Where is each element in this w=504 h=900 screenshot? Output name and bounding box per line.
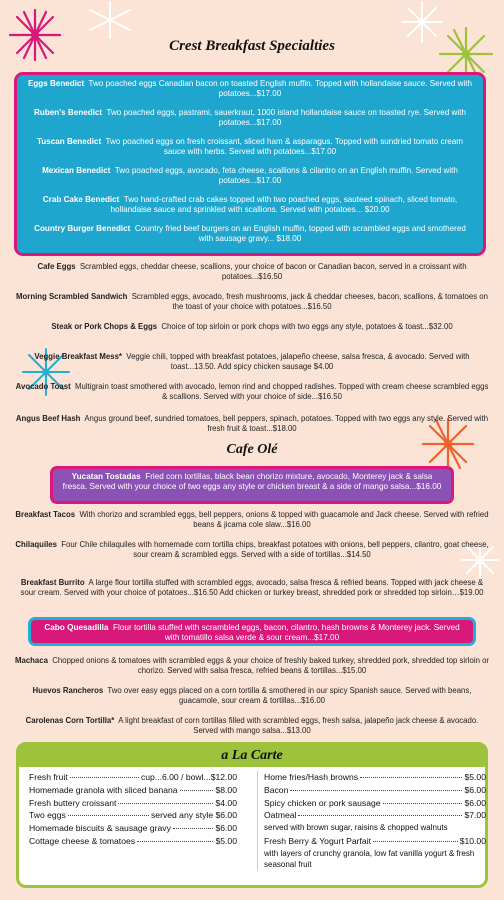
dot-leader [137, 841, 213, 842]
a-la-carte-header [19, 745, 485, 767]
item-name: Ruben's Benedict [34, 108, 103, 117]
menu-item [27, 108, 473, 137]
menu-item [14, 716, 490, 736]
item-desc: A light breakfast of corn tortillas filled with scrambled eggs, fresh salsa, jalapeño jack cheese & avocado. Served with mango salsa...$13.00 [118, 716, 479, 735]
carte-row [29, 835, 237, 848]
carte-row [264, 797, 486, 810]
item-name: Angus Beef Hash [15, 414, 81, 423]
carte-item-name: Cottage cheese & tomatoes [29, 835, 136, 846]
breakfast-title: Crest Breakfast Specialties [169, 38, 335, 54]
yucatan-feature-box [50, 466, 454, 504]
menu-item [14, 352, 490, 372]
item-name: Cabo Quesadilla [44, 623, 109, 632]
dot-leader [68, 815, 149, 816]
carte-item-name: Homemade biscuits & sausage gravy [29, 823, 171, 834]
item-desc: Two poached eggs on fresh croissant, sliced ham & asparagus. Topped with sundried tomato cream sauce with herbs. Served with potatoes...$17.00 [105, 137, 464, 156]
menu-item [14, 540, 490, 560]
menu-item [27, 79, 473, 108]
item-name: Chilaquiles [15, 540, 57, 549]
menu-item [14, 292, 490, 312]
item-name: Breakfast Tacos [15, 510, 76, 519]
item-name: Morning Scrambled Sandwich [16, 292, 128, 301]
carte-item-name: Fresh Berry & Yogurt Parfait [264, 836, 371, 847]
menu-item [14, 686, 490, 706]
menu-item [27, 137, 473, 166]
item-desc: Fried corn tortillas, black bean chorizo mixture, avocado, Monterey jack & salsa fresca. Served with your choice of two eggs any style or chicken breast & a side of mango salsa...$16.00 [62, 472, 442, 491]
menu-item [27, 195, 473, 224]
carte-row [29, 784, 237, 797]
item-name: Huevos Rancheros [32, 686, 104, 695]
dot-leader [383, 803, 463, 804]
menu-item [27, 166, 473, 195]
menu-item [14, 578, 490, 598]
item-desc: Two hand-crafted crab cakes topped with two poached eggs, sauteed spinach, sliced tomato, hollandaise sauce and sprinkled with scallions. Served with potatoes... $20.00 [110, 195, 458, 214]
item-desc: With chorizo and scrambled eggs, bell peppers, onions & topped with guacamole and Jack cheese. Served with refried beans & jicama cole slaw...$16.00 [79, 510, 489, 529]
carte-row [29, 809, 237, 822]
item-desc: Chopped onions & tomatoes with scrambled eggs & your choice of freshly baked turkey, shredded pork, shredded top sirloin or chorizo. Served with salsa fresca, refried beans & tortillas...$15.00 [52, 656, 490, 675]
carte-item-price: $6.00 [215, 823, 237, 834]
carte-row [264, 771, 486, 784]
item-name: Tuscan Benedict [36, 137, 102, 146]
carte-item-name: Fresh buttery croissant [29, 797, 117, 808]
carte-item-name: Bacon [264, 784, 289, 795]
carte-item-name: Homemade granola with sliced banana [29, 784, 178, 795]
carte-item-price: $4.00 [215, 797, 237, 808]
carte-left-column [29, 771, 237, 848]
item-name: Country Burger Benedict [34, 224, 131, 233]
carte-item-price: $8.00 [215, 784, 237, 795]
a-la-carte-title: a La Carte [221, 748, 283, 763]
dot-leader [173, 828, 214, 829]
carte-item-name: Home fries/Hash browns [264, 772, 359, 782]
white-starburst-icon [80, 0, 140, 40]
menu-item [14, 510, 490, 530]
menu-item [14, 414, 490, 434]
item-name: Veggie Breakfast Mess* [34, 352, 122, 361]
dot-leader [298, 815, 462, 816]
menu-item [14, 382, 490, 402]
carte-item-name: Fresh fruit [29, 772, 68, 782]
item-name: Steak or Pork Chops & Eggs [51, 322, 158, 331]
item-desc: Two poached eggs, pastrami, sauerkraut, 1000 island hollandaise sauce on toasted rye. Served with potatoes...$17.00 [106, 108, 466, 127]
item-desc: Flour tortilla stuffed with scrambled eggs, bacon, cilantro, hash browns & Monterey jack. Served with tomatillo salsa verde & sour cream...$17.00 [113, 623, 460, 642]
dot-leader [70, 777, 139, 778]
carte-row [29, 771, 237, 784]
a-la-carte-box [16, 742, 488, 888]
item-desc: Multigrain toast smothered with avocado, lemon rind and chopped radishes. Topped with cream cheese scrambled eggs & scallions. Served with your choice of side...$16.50 [75, 382, 489, 401]
carte-row [264, 835, 486, 848]
item-name: Machaca [14, 656, 48, 665]
carte-row [264, 784, 486, 797]
item-desc: Two poached eggs Canadian bacon on toasted English muffin. Topped with hollandaise sauce. Served with potatoes...$17.00 [88, 79, 473, 98]
item-name: Eggs Benedict [27, 79, 85, 88]
item-name: Breakfast Burrito [20, 578, 85, 587]
item-desc: Choice of top sirloin or pork chops with two eggs any style, potatoes & toast...$32.00 [161, 322, 453, 331]
item-name: Mexican Benedict [42, 166, 111, 175]
item-name: Crab Cake Benedict [42, 195, 120, 204]
item-desc: Angus ground beef, sundried tomatoes, bell peppers, spinach, potatoes. Topped with two eggs any style. Served with fresh fruit & toast...$18.00 [84, 414, 489, 433]
carte-item-name: Two eggs [29, 810, 66, 821]
item-desc: Two over easy eggs placed on a corn tortilla & smothered in our spicy Spanish sauce. Served with beans, guacamole, sour cream & tortillas...$16.00 [107, 686, 472, 705]
parfait-note: with layers of crunchy granola, low fat vanilla yogurt & fresh seasonal fruit [264, 848, 475, 869]
carte-row [264, 809, 486, 822]
carte-item-price: $7.00 [464, 810, 486, 821]
item-desc: Scrambled eggs, avocado, fresh mushrooms, jack & cheddar cheeses, bacon, scallions, & tomatoes on the toast of your choice with potatoes...$16.50 [131, 292, 488, 311]
carte-item-name: Spicy chicken or pork sausage [264, 797, 381, 808]
carte-row [29, 797, 237, 810]
dot-leader [360, 777, 462, 778]
oatmeal-note: served with brown sugar, raisins & chopped walnuts [264, 823, 448, 833]
carte-item-price: $6.00 [464, 784, 486, 795]
carte-item-price: $5.00 [215, 835, 237, 846]
item-desc: Two poached eggs, avocado, feta cheese, scallions & cilantro on an English muffin. Served with potatoes...$17.00 [114, 166, 458, 185]
carte-item-price: $5.00 [464, 772, 486, 782]
item-name: Avocado Toast [15, 382, 71, 391]
menu-item [14, 262, 490, 282]
benedict-box [14, 72, 486, 256]
dot-leader [290, 790, 462, 791]
dot-leader [118, 803, 213, 804]
carte-item-price: $10.00 [459, 836, 486, 847]
dot-leader [180, 790, 214, 791]
carte-row [29, 822, 237, 835]
item-name: Yucatan Tostadas [71, 472, 141, 481]
menu-item [14, 322, 490, 332]
carte-item-name: Oatmeal [264, 810, 297, 821]
carte-item-price: cup...6.00 / bowl...$12.00 [140, 772, 237, 782]
item-desc: Scrambled eggs, cheddar cheese, scallions, your choice of bacon or Canadian bacon, served in a croissant with potatoes...$16.50 [79, 262, 467, 281]
item-name: Carolenas Corn Tortilla* [25, 716, 115, 725]
item-desc: Veggie chili, topped with breakfast potatoes, jalapeño cheese, salsa fresca, & avocado. Served with toast...13.50. Add spicy chicken sausage $4.00 [126, 352, 470, 371]
dot-leader [373, 841, 458, 842]
carte-item-price: served any style $6.00 [151, 810, 237, 821]
item-desc: Four Chile chilaquiles with homemade corn tortilla chips, breakfast potatoes with onions, bell peppers, cilantro, goat cheese, sour cream & scrambled eggs. Served with a side of tortillas...$14.50 [61, 540, 489, 559]
menu-item [27, 224, 473, 253]
cabo-feature-box [28, 617, 476, 646]
item-desc: Country fried beef burgers on an English muffin, topped with scrambled eggs and smothered with sausage gravy... $18.00 [134, 224, 466, 243]
cafe-title: Cafe Olé [226, 442, 278, 457]
item-name: Cafe Eggs [37, 262, 76, 271]
menu-item [14, 656, 490, 676]
item-desc: A large flour tortilla stuffed with scrambled eggs, avocado, salsa fresca & refried beans. Topped with jack cheese & sour cream. Served with your choice of potatoes...$16.50 Add chicken or turkey breast, shredded pork or shredded top sirloin…$19.00 [20, 578, 484, 597]
carte-item-price: $6.00 [464, 797, 486, 808]
carte-right-column [257, 771, 486, 870]
